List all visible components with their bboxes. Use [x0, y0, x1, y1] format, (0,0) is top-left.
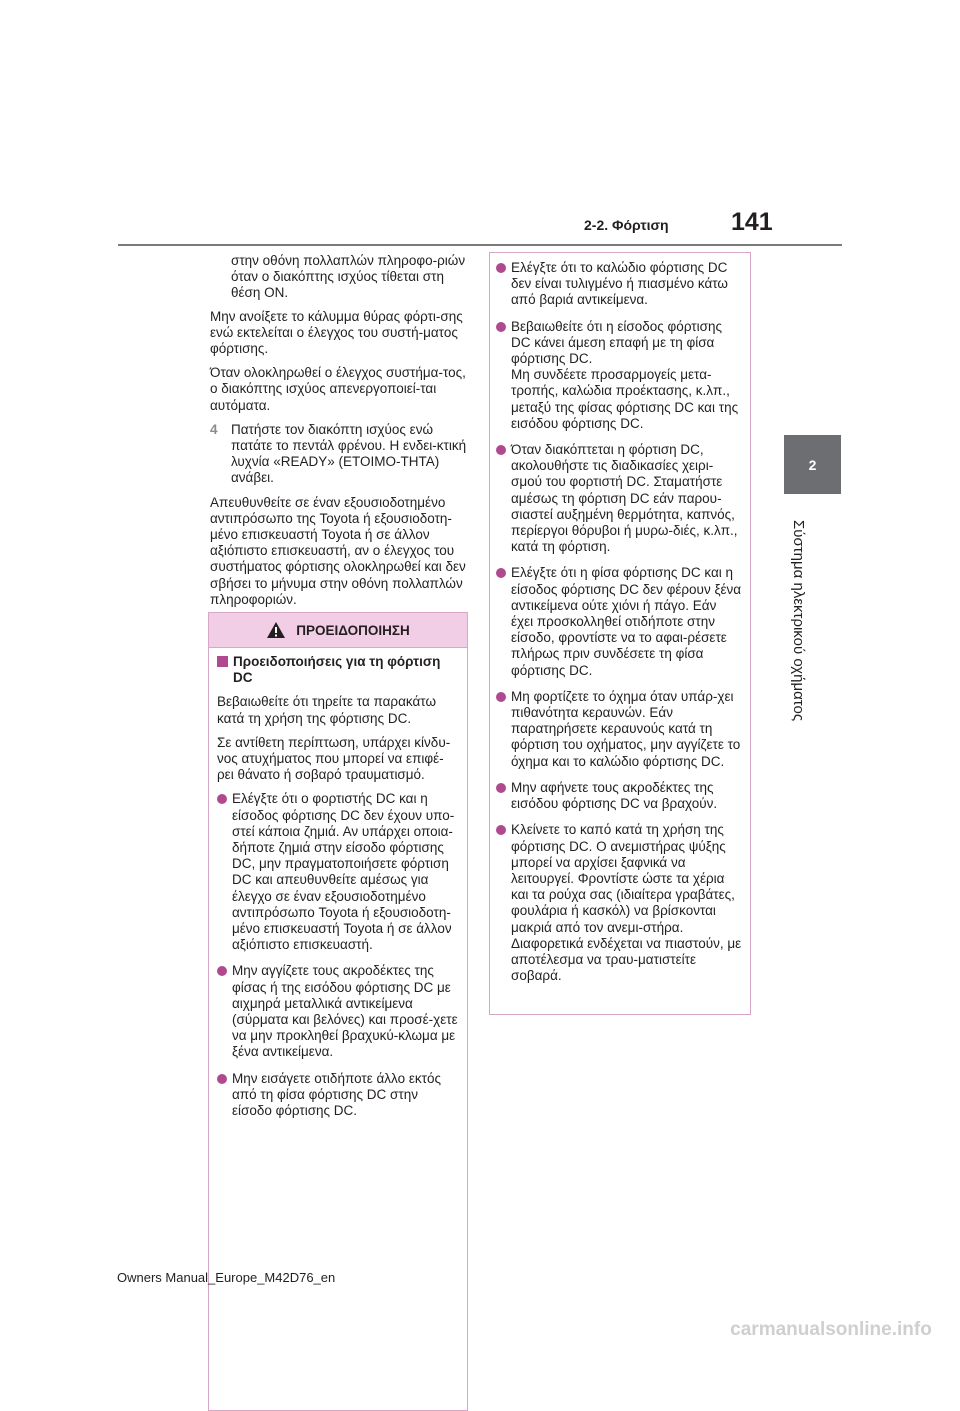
bullet-dot-icon — [496, 263, 506, 273]
bullet-dot-icon — [496, 825, 506, 835]
paragraph: Απευθυνθείτε σε έναν εξουσιοδοτημένο αντιπρόσωπο της Toyota ή εξουσιοδοτη-μένο επισκευαστή Toyota ή σε άλλον αξιόπιστο επισκευαστή, αν ο έλεγχος του συστήματος φόρτισης ολοκληρωθεί και δεν σβήσει το μήνυμα στην οθόνη πολλαπλών πληροφοριών. — [210, 494, 466, 607]
list-item-text: Ελέγξτε ότι η φίσα φόρτισης DC και η είσοδος φόρτισης DC δεν φέρουν ξένα αντικείμενα ούτε χιόνι ή πάγο. Εάν έχει προσκολληθεί οτιδήποτε στην είσοδο, φροντίστε να το αφαι-ρέσετε πλήρως πριν συνδέσετε τη φίσα φόρτισης DC. — [511, 565, 742, 678]
step-item — [210, 422, 472, 487]
list-item — [496, 442, 742, 555]
list-item — [496, 822, 742, 984]
watermark-text: carmanualsonline.info — [730, 1319, 932, 1340]
bullet-dot-icon — [496, 692, 506, 702]
chapter-title: Σύστημα ηλεκτρικού οχήματος — [790, 520, 807, 722]
warning-header — [209, 613, 467, 648]
section-title: 2-2. Φόρτιση — [584, 217, 669, 233]
chapter-number: 2 — [808, 456, 817, 473]
bullet-dot-icon — [217, 1074, 227, 1084]
list-item — [217, 791, 459, 953]
watermark-logo — [716, 1313, 946, 1343]
list-item — [217, 1071, 459, 1120]
list-item — [496, 565, 742, 678]
paragraph-continued: στην οθόνη πολλαπλών πληροφο-ριών όταν ο διακόπτης ισχύος τίθεται στη θέση ON. — [231, 253, 466, 301]
header-rule — [118, 244, 842, 246]
list-item-text: Μην αφήνετε τους ακροδέκτες της εισόδου φόρτισης DC να βραχούν. — [511, 779, 718, 812]
bullet-dot-icon — [217, 966, 227, 976]
list-item-text: Βεβαιωθείτε ότι η είσοδος φόρτισης DC κάνει άμεση επαφή με τη φίσα φόρτισης DC. Μη συνδέετε προσαρμογείς μετα-τροπής, καλώδια προέκτασης, κ.λπ., μεταξύ της φίσας φόρτισης DC και της εισόδου φόρτισης DC. — [511, 318, 739, 431]
list-item — [496, 260, 742, 309]
list-item-text: Μην εισάγετε οτιδήποτε άλλο εκτός από τη φίσα φόρτισης DC στην είσοδο φόρτισης DC. — [232, 1070, 441, 1119]
list-item — [496, 689, 742, 770]
step-text: Πατήστε τον διακόπτη ισχύος ενώ πατάτε το πεντάλ φρένου. Η ενδει-κτική λυχνία «READY» (ΕΤΟΙΜΟ-ΤΗΤΑ) ανάβει. — [231, 421, 467, 486]
square-bullet-icon — [217, 656, 228, 667]
warning-box — [208, 612, 468, 1411]
paragraph: Μην ανοίξετε το κάλυμμα θύρας φόρτι-σης ενώ εκτελείται ο έλεγχος του συστή-ματος φόρτισης. — [210, 308, 463, 357]
warning-paragraph: Βεβαιωθείτε ότι τηρείτε τα παρακάτω κατά τη χρήση της φόρτισης DC. — [217, 694, 436, 726]
warning-body — [209, 648, 467, 1119]
warning-subheading — [217, 654, 459, 686]
bullet-dot-icon — [496, 568, 506, 578]
bullet-dot-icon — [496, 322, 506, 332]
warning-title: ΠΡΟΕΙΔΟΠΟΙΗΣΗ — [296, 622, 410, 638]
list-item-text: Όταν διακόπτεται η φόρτιση DC, ακολουθήστε τις διαδικασίες χειρι-σμού του φορτιστή DC. Σταματήστε αμέσως τη φόρτιση DC εάν παρου-σιαστεί αυξημένη θερμότητα, καπνός, περίεργοι θόρυβοι ή μυρω-διές, κ.λπ., κατά τη φόρτιση. — [511, 442, 738, 555]
list-item — [496, 780, 742, 812]
chapter-tab — [784, 435, 841, 494]
page-number: 141 — [731, 208, 773, 236]
footer-manual-id: Owners Manual_Europe_M42D76_en — [117, 1270, 336, 1285]
list-item-text: Ελέγξτε ότι ο φορτιστής DC και η είσοδος φόρτισης DC δεν έχουν υπο-στεί κάποια ζημιά. Αν υπάρχει οποια-δήποτε ζημιά στην είσοδο φόρτισης DC, μην πραγματοποιήσετε φόρτιση DC και απευθυνθείτε αμέσως για έλεγχο σε έναν εξουσιοδοτημένο αντιπρόσωπο Toyota ή εξουσιοδοτη-μένο επισκευαστή Toyota ή σε άλλον αξιόπιστο επισκευαστή. — [232, 791, 455, 953]
warning-subheading-text: Προειδοποιήσεις για τη φόρτιση DC — [233, 654, 441, 686]
list-item-text: Μη φορτίζετε το όχημα όταν υπάρ-χει πιθανότητα κεραυνών. Εάν παρατηρήσετε κεραυνούς κατά τη φόρτιση του οχήματος, μην αγγίζετε το όχημα και το καλώδιο φόρτισης DC. — [511, 688, 741, 769]
warning-triangle-icon — [266, 621, 286, 639]
step-number: 4 — [210, 421, 218, 437]
warning-continued-box — [489, 252, 751, 1015]
list-item — [496, 319, 742, 432]
left-column — [210, 253, 472, 616]
list-item-text: Ελέγξτε ότι το καλώδιο φόρτισης DC δεν είναι τυλιγμένο ή πιασμένο κάτω από βαριά αντικείμενα. — [511, 260, 728, 308]
bullet-dot-icon — [496, 445, 506, 455]
list-item — [217, 963, 459, 1060]
bullet-dot-icon — [217, 794, 227, 804]
list-item-text: Κλείνετε το καπό κατά τη χρήση της φόρτισης DC. Ο ανεμιστήρας ψύξης μπορεί να αρχίσει ξαφνικά να λειτουργεί. Φροντίστε ώστε τα χέρια και τα ρούχα σας (ιδιαίτερα γραβάτες, φουλάρια ή κασκόλ) να βρίσκονται μακριά από τον ανεμι-στήρα. Διαφορετικά ενδέχεται να πιαστούν, με αποτέλεσμα να τραυ-ματιστείτε σοβαρά. — [511, 822, 742, 984]
paragraph: Όταν ολοκληρωθεί ο έλεγχος συστήμα-τος, ο διακόπτης ισχύος απενεργοποιεί-ται αυτόματα. — [210, 365, 466, 413]
list-item-text: Μην αγγίζετε τους ακροδέκτες της φίσας ή της εισόδου φόρτισης DC με αιχμηρά μεταλλικά αντικείμενα (σύρματα και βελόνες) και προσέ-χετε να μην προκληθεί βραχυκύ-κλωμα με ξένα αντικείμενα. — [232, 963, 458, 1060]
bullet-dot-icon — [496, 783, 506, 793]
warning-paragraph: Σε αντίθετη περίπτωση, υπάρχει κίνδυ-νος ατυχήματος που μπορεί να επιφέ-ρει θάνατο ή σοβαρό τραυματισμό. — [217, 734, 451, 783]
